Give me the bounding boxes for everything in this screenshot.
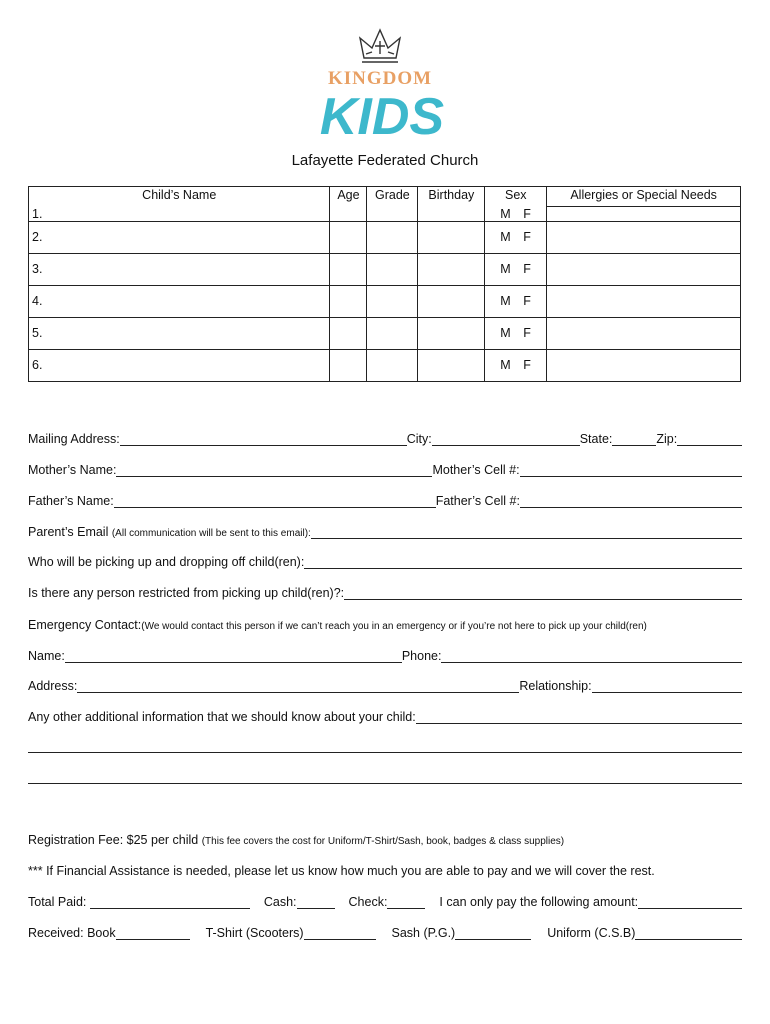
received-line	[28, 924, 742, 940]
additional-info-line	[28, 708, 742, 724]
sex-m: M	[500, 230, 512, 244]
father-line	[28, 492, 742, 508]
row-number[interactable]: 6.	[29, 349, 330, 381]
allergies-cell[interactable]	[547, 317, 741, 349]
parent-email-note: (All communication will be sent to this email):	[111, 528, 311, 539]
zip-field[interactable]	[677, 433, 742, 446]
pickup-line	[28, 553, 742, 569]
tshirt-label: T-Shirt (Scooters)	[205, 926, 304, 940]
state-label: State:	[579, 432, 613, 446]
grade-cell[interactable]	[367, 253, 418, 285]
mailing-address-field[interactable]	[120, 433, 407, 446]
mother-line	[28, 461, 742, 477]
financial-assistance-line	[28, 862, 742, 878]
emergency-phone-label: Phone:	[401, 649, 442, 663]
emergency-label: Emergency Contact:	[28, 618, 142, 632]
uniform-label: Uniform (C.S.B)	[547, 926, 636, 940]
additional-info-field-3[interactable]	[28, 783, 742, 784]
sex-m: M	[500, 206, 512, 221]
total-paid-field[interactable]	[90, 896, 250, 909]
restricted-label: Is there any person restricted from picking up child(ren)?:	[28, 586, 345, 600]
additional-info-field-2[interactable]	[28, 752, 742, 753]
total-paid-label: Total Paid:	[28, 895, 87, 909]
tshirt-field[interactable]	[304, 927, 376, 940]
sex-cell[interactable]	[485, 253, 547, 285]
uniform-field[interactable]	[635, 927, 742, 940]
kingdom-kids-logo	[318, 26, 452, 142]
mothers-name-label: Mother’s Name:	[28, 463, 117, 477]
parent-email-line	[28, 523, 742, 539]
header-allergies: Allergies or Special Needs	[547, 187, 741, 207]
birthday-cell[interactable]	[418, 317, 485, 349]
table-header-row	[29, 187, 741, 207]
restricted-field[interactable]	[344, 587, 742, 600]
registration-fee-line	[28, 831, 742, 847]
parent-email-label: Parent’s Email	[28, 525, 109, 539]
emergency-note: (We would contact this person if we can’t reach you in an emergency or if you’re not here to pick up your child(ren)	[141, 621, 647, 632]
birthday-cell[interactable]	[418, 349, 485, 381]
emergency-address-line	[28, 677, 742, 693]
check-field[interactable]	[387, 896, 425, 909]
emergency-name-label: Name:	[28, 649, 65, 663]
age-cell[interactable]	[330, 221, 367, 253]
book-label: Book	[87, 926, 116, 940]
sex-f: F	[523, 262, 532, 276]
birthday-cell[interactable]	[418, 221, 485, 253]
sex-m: M	[500, 358, 512, 372]
zip-label: Zip:	[656, 432, 678, 446]
fathers-name-label: Father’s Name:	[28, 494, 114, 508]
sash-label: Sash (P.G.)	[391, 926, 456, 940]
can-pay-label: I can only pay the following amount:	[439, 895, 639, 909]
relationship-label: Relationship:	[519, 679, 592, 693]
age-cell[interactable]	[330, 253, 367, 285]
mothers-cell-field[interactable]	[520, 464, 742, 477]
table-row	[29, 285, 741, 317]
fathers-name-field[interactable]	[114, 495, 436, 508]
sex-cell[interactable]	[485, 285, 547, 317]
row-number[interactable]: 4.	[29, 285, 330, 317]
allergies-cell[interactable]	[547, 207, 741, 222]
can-pay-field[interactable]	[638, 896, 742, 909]
relationship-field[interactable]	[592, 680, 742, 693]
children-table	[28, 186, 741, 382]
sex-cell[interactable]	[485, 207, 547, 222]
sex-m: M	[500, 294, 512, 308]
registration-fee-note: (This fee covers the cost for Uniform/T-Shirt/Sash, book, badges & class supplies)	[201, 836, 565, 847]
logo-kingdom-text: KINGDOM	[327, 68, 433, 89]
mothers-name-field[interactable]	[116, 464, 432, 477]
fathers-cell-label: Father’s Cell #:	[435, 494, 520, 508]
additional-info-field[interactable]	[416, 711, 742, 724]
financial-assistance-text: *** If Financial Assistance is needed, please let us know how much you are able to pay and we will cover the rest.	[28, 864, 655, 878]
sash-field[interactable]	[455, 927, 531, 940]
payment-line	[28, 893, 742, 909]
check-label: Check:	[348, 895, 388, 909]
grade-cell[interactable]	[367, 285, 418, 317]
grade-cell[interactable]	[367, 221, 418, 253]
logo-kids-text: KIDS	[319, 88, 445, 142]
header-grade: Grade	[367, 187, 418, 222]
age-cell[interactable]	[330, 285, 367, 317]
age-cell[interactable]	[330, 317, 367, 349]
pickup-field[interactable]	[304, 556, 742, 569]
city-field[interactable]	[432, 433, 580, 446]
sex-cell[interactable]	[485, 317, 547, 349]
emergency-phone-field[interactable]	[441, 650, 742, 663]
sex-f: F	[523, 294, 532, 308]
sex-cell[interactable]	[485, 349, 547, 381]
city-label: City:	[406, 432, 432, 446]
grade-cell[interactable]	[367, 349, 418, 381]
fathers-cell-field[interactable]	[520, 495, 742, 508]
sex-m: M	[500, 262, 512, 276]
mothers-cell-label: Mother’s Cell #:	[432, 463, 520, 477]
allergies-cell[interactable]	[547, 253, 741, 285]
birthday-cell[interactable]	[418, 285, 485, 317]
header-sex: Sex	[485, 187, 547, 207]
header-age: Age	[330, 187, 367, 222]
crown-icon	[318, 26, 452, 142]
row-number[interactable]: 2.	[29, 221, 330, 253]
emergency-name-field[interactable]	[65, 650, 402, 663]
row-number[interactable]: 3.	[29, 253, 330, 285]
table-row	[29, 253, 741, 285]
allergies-cell[interactable]	[547, 221, 741, 253]
emergency-line	[28, 616, 742, 632]
emergency-address-label: Address:	[28, 679, 78, 693]
sex-cell[interactable]	[485, 221, 547, 253]
book-field[interactable]	[116, 927, 190, 940]
allergies-cell[interactable]	[547, 349, 741, 381]
additional-info-label: Any other additional information that we should know about your child:	[28, 710, 416, 724]
cash-label: Cash:	[263, 895, 297, 909]
sex-f: F	[523, 326, 532, 340]
mailing-address-label: Mailing Address:	[28, 432, 120, 446]
allergies-cell[interactable]	[547, 285, 741, 317]
sex-m: M	[500, 326, 512, 340]
age-cell[interactable]	[330, 349, 367, 381]
sex-f: F	[523, 358, 532, 372]
table-row	[29, 349, 741, 381]
grade-cell[interactable]	[367, 317, 418, 349]
header-childs-name: Child’s Name	[29, 187, 330, 207]
birthday-cell[interactable]	[418, 253, 485, 285]
registration-fee-label: Registration Fee: $25 per child	[28, 833, 199, 847]
emergency-address-field[interactable]	[77, 680, 519, 693]
church-name: Lafayette Federated Church	[291, 152, 479, 169]
sex-f: F	[523, 230, 532, 244]
cash-field[interactable]	[297, 896, 335, 909]
row-number[interactable]: 1.	[29, 207, 330, 222]
table-row	[29, 317, 741, 349]
pickup-label: Who will be picking up and dropping off child(ren):	[28, 555, 305, 569]
emergency-name-line	[28, 647, 742, 663]
mailing-address-line	[28, 430, 742, 446]
state-field[interactable]	[612, 433, 656, 446]
received-label: Received:	[28, 926, 84, 940]
header-birthday: Birthday	[418, 187, 485, 222]
parent-email-field[interactable]	[311, 526, 742, 539]
sex-f: F	[523, 206, 532, 221]
restricted-line	[28, 584, 742, 600]
row-number[interactable]: 5.	[29, 317, 330, 349]
table-row	[29, 221, 741, 253]
